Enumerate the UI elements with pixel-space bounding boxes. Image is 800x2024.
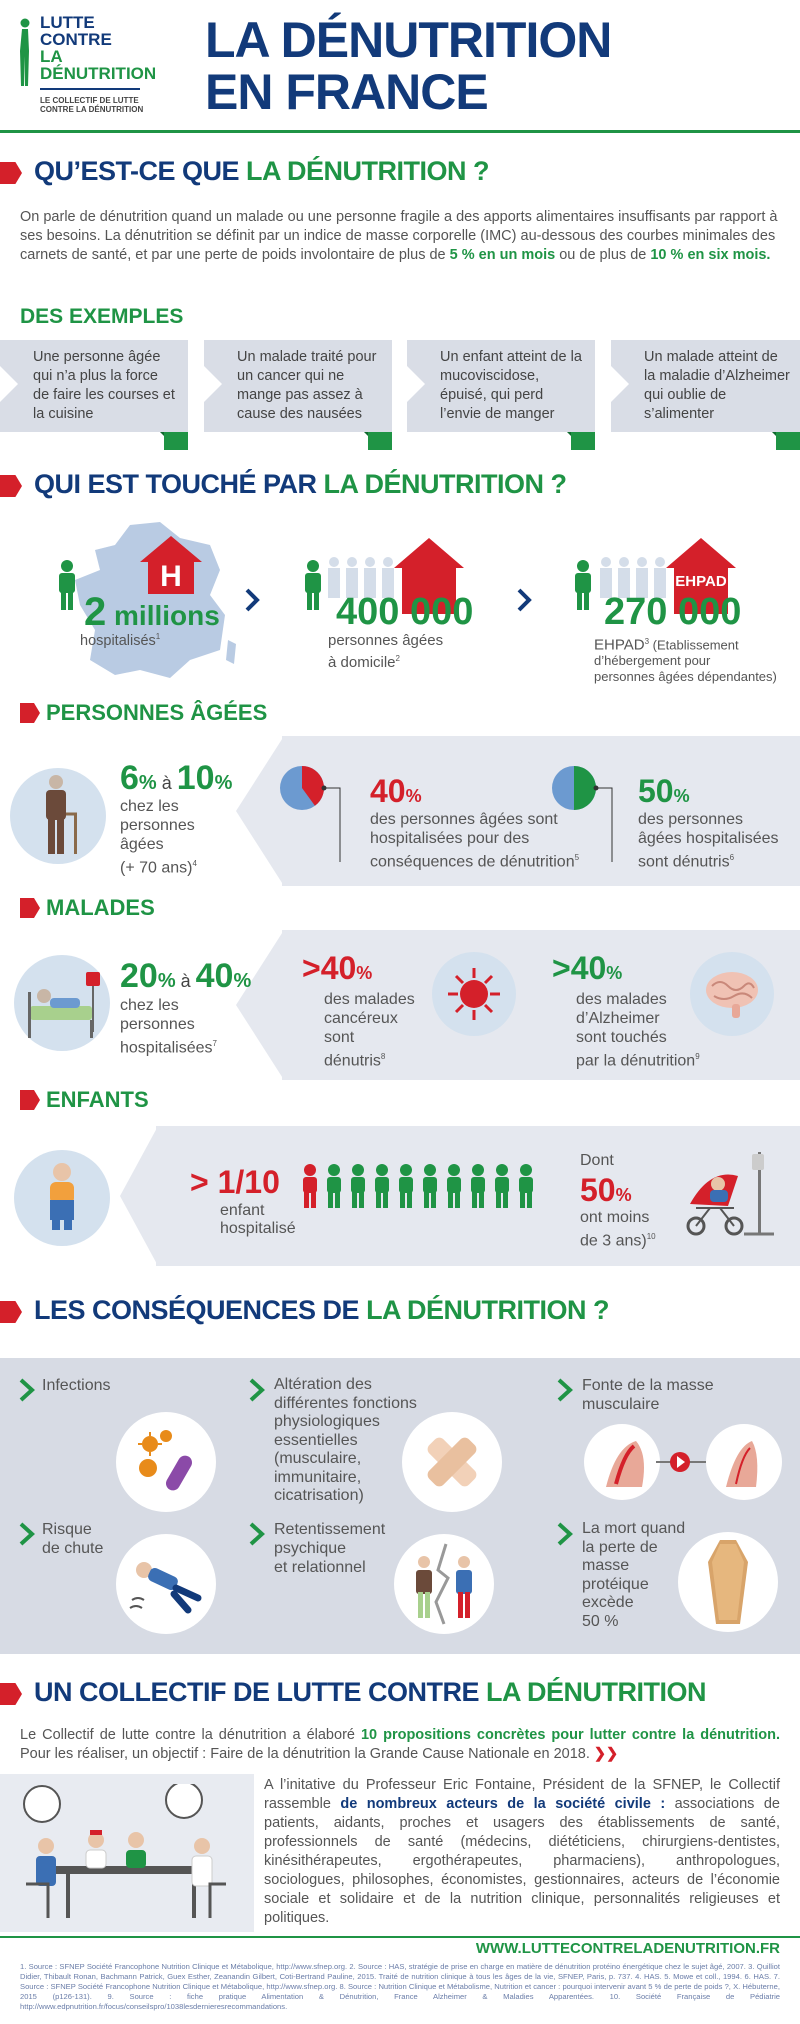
chevron-right-icon — [244, 588, 260, 612]
page-title — [205, 14, 611, 118]
section-flag-icon — [20, 1090, 40, 1110]
kids-title: ENFANTS — [46, 1087, 149, 1112]
elderly-stat1-desc — [370, 810, 579, 871]
desc-line: sont touchés — [576, 1029, 667, 1046]
double-chevron-icon: ❯❯ — [593, 1746, 619, 1762]
chevron-right-icon — [556, 1522, 574, 1546]
text: A l’initative du Professeur Eric Fontaine, Président de la SFNEP, le Collectif rassemble — [264, 1777, 780, 1812]
desc-line: personnes — [120, 817, 195, 834]
kids-dont: Dont — [580, 1152, 614, 1169]
hospital-icon — [140, 536, 202, 594]
section-title-consequences — [34, 1295, 609, 1326]
footnote-ref: 5 — [574, 853, 580, 862]
desc-line: conséquences de dénutrition — [370, 853, 575, 871]
page-title-line-1: LA DÉNUTRITION — [205, 12, 612, 68]
child-figure-icon — [423, 1164, 437, 1208]
section-flag-icon — [0, 162, 22, 184]
band-tip — [120, 1126, 158, 1266]
chevron-right-icon — [18, 1522, 36, 1546]
bold-text: de nombreux acteurs de la société civile : — [340, 1796, 666, 1812]
desc-line — [576, 1047, 700, 1070]
line: 50 % — [582, 1612, 619, 1630]
line: Infections — [42, 1377, 111, 1394]
range-to: 40 — [195, 957, 234, 995]
kids-desc — [580, 1208, 656, 1250]
coffin-icon — [708, 1540, 748, 1624]
logo-divider — [40, 88, 140, 90]
gt-sign: > — [302, 950, 321, 986]
person-icon — [572, 560, 594, 610]
pct: % — [405, 786, 422, 806]
desc-line: ont moins — [580, 1209, 650, 1226]
child-figure-icon — [495, 1164, 509, 1208]
bold-text: 10 propositions concrètes pour lutter contre la dénutrition. — [360, 1727, 780, 1743]
section-title-coll-b: LA DÉNUTRITION — [485, 1677, 706, 1707]
line: musculaire — [582, 1396, 660, 1413]
logo-line-1: LUTTE — [40, 13, 95, 32]
line: psychique — [274, 1540, 347, 1557]
section-title-who — [34, 469, 567, 500]
logo-sub-line-2: CONTRE LA DÉNUTRITION — [40, 105, 144, 114]
desc-line: hospitalisées — [120, 1039, 213, 1057]
text: Pour les réaliser, un objectif : Faire de la dénutrition la Grande Cause Nationale en 2018. — [20, 1746, 590, 1762]
example-text: Un malade traité pour un cancer qui ne mange pas assez à cause des nausées — [237, 349, 377, 422]
line: Fonte de la masse — [582, 1377, 714, 1394]
desc-line — [638, 848, 779, 871]
chevron-right-icon — [18, 1378, 36, 1402]
elderly-title: PERSONNES ÂGÉES — [46, 700, 268, 725]
example-card — [611, 340, 800, 432]
isolation-icon — [402, 1540, 486, 1628]
desc-line: chez les — [120, 798, 179, 815]
footnote-ref: 6 — [729, 853, 735, 862]
a-text: à — [156, 773, 177, 793]
header-divider — [0, 130, 800, 133]
desc-line: sont dénutris — [638, 853, 730, 871]
child-figure-icon — [303, 1164, 317, 1208]
range-from: 6 — [120, 759, 139, 797]
stroller-iv-icon — [680, 1148, 780, 1240]
range-to: 10 — [176, 759, 215, 797]
line: masse — [582, 1557, 630, 1574]
desc-line: sont — [324, 1029, 355, 1046]
line: et relationnel — [274, 1559, 366, 1576]
desc-line: hospitalisé — [220, 1220, 296, 1237]
gt-sign: > — [552, 950, 571, 986]
stat-hospitalized-label — [80, 632, 160, 649]
consequence-label — [274, 1520, 385, 1577]
child-figure-icon — [447, 1164, 461, 1208]
example-tab — [571, 432, 595, 450]
footnote-ref: 8 — [380, 1052, 386, 1061]
elderly-person-icon — [36, 774, 82, 856]
section-flag-icon — [20, 703, 40, 723]
muscle-loss-icon — [596, 1432, 776, 1492]
chevron-right-icon — [556, 1378, 574, 1402]
footer-divider — [0, 1936, 800, 1938]
footnote-ref: 3 — [644, 637, 650, 646]
text: associations de patients, aidants, proches et usagers des établissements de santé, professionnels de santé (médecins, diététiciens, chirurgiens-dentistes, kinésithérapeutes, ergothérapeutes, pharmaciens), anthropologues, sociologues, philosophes, économistes, gestionnaires, acteurs de l’économie sociale et solidaire et de la nutrition clinique, personnalités religieuses et politiques. — [264, 1796, 780, 1926]
child-figure-icon — [519, 1164, 533, 1208]
example-text: Un malade atteint de la maladie d’Alzheimer qui oublie de s’alimenter — [644, 349, 790, 422]
desc-line: enfant — [220, 1202, 265, 1219]
pct: % — [214, 772, 233, 794]
definition-bold-2: 10 % en six mois. — [650, 247, 771, 263]
consequence-label — [582, 1520, 685, 1631]
child-icon — [44, 1162, 80, 1232]
section-title-cons-a: LES CONSÉQUENCES DE — [34, 1295, 367, 1325]
sick-stat1-desc — [324, 990, 415, 1070]
example-card — [0, 340, 188, 432]
line: (musculaire, — [274, 1450, 362, 1467]
desc-line: hospitalisées pour des — [370, 830, 530, 847]
sick-stat2-num — [552, 950, 622, 987]
ehpad-label: EHPAD — [675, 573, 727, 590]
footnote-ref: 1 — [155, 632, 161, 641]
section-title-who-a: QUI EST TOUCHÉ PAR — [34, 469, 324, 499]
child-figure-icon — [375, 1164, 389, 1208]
section-title-who-b: LA DÉNUTRITION ? — [323, 469, 567, 499]
stat-num: 40 — [370, 773, 406, 809]
sick-stat1-num — [302, 950, 372, 987]
definition-bold-1: 5 % en un mois — [449, 247, 556, 263]
example-card — [407, 340, 595, 432]
stat-hospitalized-num: 2 — [84, 590, 107, 634]
desc-line: de 3 ans) — [580, 1232, 647, 1250]
desc-line — [580, 1227, 656, 1250]
kids-ratio-desc — [220, 1202, 296, 1238]
stat-hospitalized-unit: millions — [106, 600, 220, 631]
logo — [40, 14, 156, 82]
person-icon — [56, 560, 78, 610]
pct: % — [356, 963, 373, 983]
hospital-bed-icon — [22, 962, 108, 1044]
logo-line-2: CONTRE — [40, 30, 112, 49]
bandage-icon — [420, 1430, 484, 1494]
desc-line: des personnes âgées sont — [370, 811, 558, 828]
definition-paragraph — [20, 208, 782, 265]
hospital-letter: H — [160, 560, 182, 593]
collective-paragraph — [20, 1726, 780, 1764]
example-text: Une personne âgée qui n’a plus la force de faire les courses et la cuisine — [33, 349, 175, 422]
example-text: Un enfant atteint de la mucoviscidose, épuisé, qui perd l’envie de manger — [440, 349, 582, 422]
footnote-ref: 10 — [646, 1232, 656, 1241]
label-text: à domicile — [328, 654, 396, 671]
example-tab — [164, 432, 188, 450]
example-tab — [368, 432, 392, 450]
range-from: 20 — [120, 957, 158, 995]
logo-subtitle — [40, 96, 143, 114]
a-text: à — [175, 971, 196, 991]
stat-num: 50 — [580, 1172, 616, 1208]
label-text: hospitalisés — [80, 632, 156, 649]
logo-sub-line-1: LE COLLECTIF DE LUTTE — [40, 96, 139, 105]
child-figure-icon — [327, 1164, 341, 1208]
consequence-label — [42, 1376, 110, 1395]
sick-range — [120, 958, 251, 999]
footnote-ref: 9 — [695, 1052, 700, 1061]
desc-line — [370, 848, 579, 871]
desc-line: des malades — [324, 991, 415, 1008]
definition-text: On parle de dénutrition quand un malade ou une personne fragile a des apports alimentaires insuffisants par rapport à ses besoins. La dénutrition se définit par un indice de masse corporelle (IMC) au-dessous des courbes minimales des carnets de santé, et par une perte de poids involontaire de plus de — [20, 209, 778, 263]
section-title-what — [34, 156, 489, 187]
label-text: personnes âgées dépendantes) — [594, 669, 777, 685]
desc-line: chez les — [120, 997, 179, 1014]
stat-num: 50 — [638, 773, 674, 809]
consequence-label — [274, 1376, 417, 1506]
desc-line — [120, 854, 197, 877]
chevron-right-icon — [248, 1378, 266, 1402]
pct: % — [138, 772, 157, 794]
line: différentes fonctions — [274, 1394, 417, 1412]
chevron-right-icon — [611, 366, 629, 402]
chevron-right-icon — [0, 366, 18, 402]
child-figure-icon — [471, 1164, 485, 1208]
desc-line: âgées — [120, 836, 164, 853]
line: de chute — [42, 1540, 104, 1557]
cancer-cell-icon — [448, 966, 500, 1022]
logo-figure-icon — [16, 18, 34, 88]
example-tab — [776, 432, 800, 450]
pct: % — [673, 786, 690, 806]
page-title-line-2: EN FRANCE — [205, 64, 488, 120]
label-text: personnes âgées — [328, 632, 444, 649]
kids-num — [580, 1172, 632, 1209]
desc-line: dénutris — [324, 1052, 381, 1070]
line: cicatrisation) — [274, 1487, 364, 1504]
section-flag-icon — [0, 1301, 22, 1323]
person-icon — [302, 560, 324, 610]
elderly-stat1-num — [370, 773, 422, 810]
desc-line: (+ 70 ans) — [120, 859, 193, 877]
line: La mort quand — [582, 1520, 686, 1537]
band-tip — [236, 930, 284, 1080]
fall-icon — [126, 1550, 206, 1620]
line: Risque — [42, 1521, 92, 1538]
child-figure-icon — [351, 1164, 365, 1208]
label-text: EHPAD — [594, 636, 645, 654]
pct: % — [606, 963, 623, 983]
line: excède — [582, 1594, 634, 1611]
pct: % — [615, 1185, 632, 1205]
footnote-ref: 7 — [212, 1039, 217, 1048]
section-title-coll-a: UN COLLECTIF DE LUTTE CONTRE — [34, 1677, 486, 1707]
consequence-label — [42, 1520, 103, 1558]
sources-footnotes: 1. Source : SFNEP Société Francophone Nutrition Clinique et Métabolique, http://www.sfnep.org. 2. Source : HAS, stratégie de prise en charge en matière de dénutrition protéino énergétique chez le sujet âgé, 2007. 3. Quilliot Didier, Thibault Ronan, Bachmann Patrick, Guex Esther, Zeanandin Gilbert, Coti-Bertrand Pauline, 2015. Traité de nutrition clinique à tous les âges de la vie, SFNEP, Paris, p. 737. 4. HAS. 5. Mowe et coll., 1994. 6. HAS. 7. Source : SFNEP Société Francophone Nutrition Clinique et Métabolique, http://www.sfnep.org. 8. Source : Nutrition Clinique et Métabolisme, Nutrition et cancer : pourquoi intervenir avant 5 % de perte de poids ?, X. Hébuterne, 2015 (p126-131). 9. Source : fiche pratique Alimentation & Dénutrition, France Alzheimer & Maladies Apparentées. 10. Société Française de Pédiatrie http://www.edpnutrition.fr/focus/conseilspro/1038lesdernieresrecommandations. — [20, 1962, 780, 2011]
children-row-icon — [300, 1162, 544, 1212]
child-figure-icon — [399, 1164, 413, 1208]
stat-home-num: 400 000 — [336, 591, 474, 633]
logo-line-3: LA — [40, 47, 63, 66]
line: essentielles — [274, 1431, 358, 1449]
desc-line: des malades — [576, 991, 667, 1008]
line: Retentissement — [274, 1521, 386, 1538]
example-card — [204, 340, 392, 432]
line: immunitaire, — [274, 1468, 362, 1486]
sick-title: MALADES — [46, 895, 155, 920]
sick-desc — [120, 996, 217, 1057]
elderly-range — [120, 760, 232, 801]
chevron-right-icon — [516, 588, 532, 612]
stat-ehpad-num: 270 000 — [604, 591, 742, 633]
label-text — [594, 634, 777, 653]
pie-50-icon — [550, 764, 620, 864]
footnote-ref: 4 — [192, 859, 197, 868]
section-flag-icon — [0, 475, 22, 497]
meeting-icon — [6, 1784, 250, 1924]
pie-40-icon — [278, 764, 348, 864]
collective-members-paragraph — [264, 1776, 780, 1928]
chevron-right-icon — [204, 366, 222, 402]
chevron-right-icon — [407, 366, 425, 402]
band-tip — [236, 736, 284, 886]
desc-line — [324, 1047, 415, 1070]
stat-home-label — [328, 632, 443, 672]
elderly-desc — [120, 797, 197, 877]
pct: % — [157, 970, 176, 992]
desc-line: d’Alzheimer — [576, 1010, 660, 1027]
examples-title: DES EXEMPLES — [20, 305, 184, 328]
section-flag-icon — [0, 1683, 22, 1705]
website-link[interactable]: WWW.LUTTECONTRELADENUTRITION.FR — [475, 1940, 780, 1957]
text: Le Collectif de lutte contre la dénutrition a élaboré — [20, 1727, 361, 1743]
stat-ehpad-label — [594, 634, 777, 685]
desc-line: des personnes — [638, 811, 743, 828]
sick-stat2-desc — [576, 990, 700, 1070]
brain-icon — [702, 968, 762, 1020]
line: protéique — [582, 1575, 649, 1593]
gt-sign: > — [190, 1164, 209, 1200]
desc-line — [120, 1034, 217, 1057]
kids-ratio — [190, 1164, 280, 1201]
desc-line: âgées hospitalisées — [638, 830, 779, 847]
section-flag-icon — [20, 898, 40, 918]
line: Altération des — [274, 1376, 372, 1393]
section-title-collective — [34, 1677, 706, 1708]
stat-hospitalized — [84, 592, 220, 636]
chevron-right-icon — [248, 1522, 266, 1546]
stat-num: 40 — [570, 950, 607, 986]
line: la perte de — [582, 1538, 658, 1556]
logo-line-4: DÉNUTRITION — [40, 64, 157, 83]
desc-line: par la dénutrition — [576, 1052, 696, 1070]
section-title-what-b: LA DÉNUTRITION ? — [246, 156, 490, 186]
label-text — [328, 650, 443, 672]
elderly-stat2-num — [638, 773, 690, 810]
line: physiologiques — [274, 1413, 380, 1430]
definition-mid: ou de plus de — [555, 247, 651, 263]
pct: % — [233, 970, 252, 992]
section-title-cons-b: LA DÉNUTRITION ? — [366, 1295, 610, 1325]
section-title-what-a: QU’EST-CE QUE — [34, 156, 247, 186]
consequence-label — [582, 1376, 714, 1414]
bacteria-icon — [128, 1424, 208, 1500]
footnote-ref: 2 — [395, 654, 400, 663]
desc-line: personnes — [120, 1016, 195, 1033]
ratio: 1/10 — [217, 1164, 280, 1200]
label-text: (Etablissement — [649, 637, 739, 653]
label-text: d’hébergement pour — [594, 653, 711, 669]
stat-num: 40 — [320, 950, 357, 986]
elderly-stat2-desc — [638, 810, 779, 871]
desc-line: cancéreux — [324, 1010, 398, 1027]
